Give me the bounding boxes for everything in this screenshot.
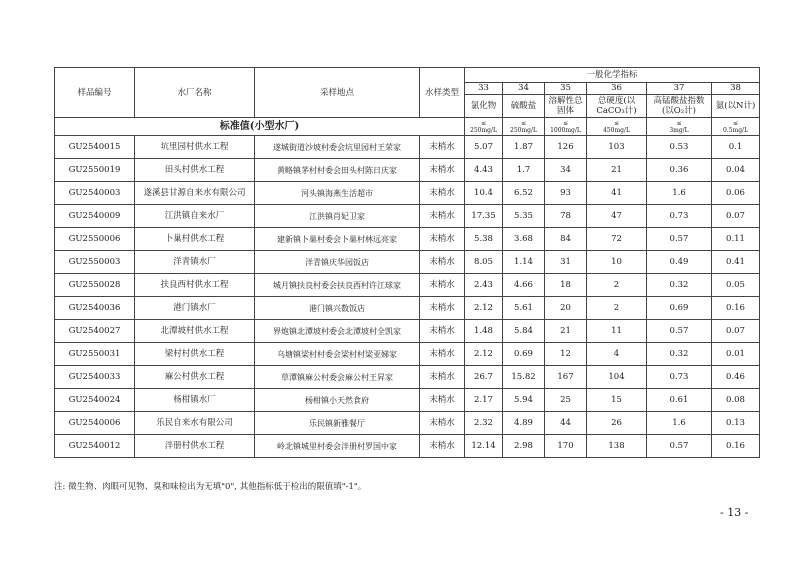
header-sample-id: 样品编号 bbox=[55, 68, 135, 118]
value-cell: 15.82 bbox=[503, 366, 545, 389]
value-cell: 2.12 bbox=[465, 297, 503, 320]
value-cell: 2 bbox=[587, 274, 647, 297]
value-cell: 0.41 bbox=[712, 251, 760, 274]
water-type-cell: 末梢水 bbox=[420, 389, 465, 412]
header-col-37 bbox=[647, 83, 712, 118]
water-type-cell: 末梢水 bbox=[420, 182, 465, 205]
value-cell: 5.84 bbox=[503, 320, 545, 343]
value-cell: 17.35 bbox=[465, 205, 503, 228]
value-cell: 15 bbox=[587, 389, 647, 412]
col-name: 总硬度(以CaCO₃计) bbox=[596, 96, 637, 116]
water-type-cell: 末梢水 bbox=[420, 366, 465, 389]
location-cell: 黄略镇茅村村委会田头村陈日庆家 bbox=[255, 159, 420, 182]
plant-name-cell: 北潭坡村供水工程 bbox=[135, 320, 255, 343]
value-cell: 10 bbox=[587, 251, 647, 274]
value-cell: 47 bbox=[587, 205, 647, 228]
water-type-cell: 末梢水 bbox=[420, 412, 465, 435]
value-cell: 20 bbox=[545, 297, 587, 320]
standard-limit bbox=[587, 118, 647, 136]
value-cell: 44 bbox=[545, 412, 587, 435]
water-type-cell: 末梢水 bbox=[420, 159, 465, 182]
plant-name-cell: 洋青镇水厂 bbox=[135, 251, 255, 274]
header-water-type: 水样类型 bbox=[420, 68, 465, 118]
limit-value: 1000mg/L bbox=[550, 126, 581, 134]
plant-name-cell: 乐民自来水有限公司 bbox=[135, 412, 255, 435]
footnote: 注: 微生物、肉眼可见物、臭和味检出为无填"0", 其他指标低于检出的限值填"-1"。 bbox=[54, 482, 367, 492]
limit-symbol: ≤ bbox=[480, 119, 487, 127]
standard-limit bbox=[647, 118, 712, 136]
location-cell: 港门镇兴数饭店 bbox=[255, 297, 420, 320]
value-cell: 0.11 bbox=[712, 228, 760, 251]
value-cell: 0.57 bbox=[647, 320, 712, 343]
water-type-cell: 末梢水 bbox=[420, 251, 465, 274]
limit-value: 450mg/L bbox=[603, 126, 630, 134]
sample-id-cell: GU2540033 bbox=[55, 366, 135, 389]
value-cell: 0.69 bbox=[647, 297, 712, 320]
table-row bbox=[55, 320, 760, 343]
value-cell: 0.1 bbox=[712, 136, 760, 159]
value-cell: 0.08 bbox=[712, 389, 760, 412]
value-cell: 18 bbox=[545, 274, 587, 297]
value-cell: 0.46 bbox=[712, 366, 760, 389]
value-cell: 4.43 bbox=[465, 159, 503, 182]
value-cell: 5.61 bbox=[503, 297, 545, 320]
table-row bbox=[55, 182, 760, 205]
col-number: 36 bbox=[587, 83, 646, 95]
value-cell: 1.87 bbox=[503, 136, 545, 159]
value-cell: 6.52 bbox=[503, 182, 545, 205]
table-row bbox=[55, 228, 760, 251]
sample-id-cell: GU2540009 bbox=[55, 205, 135, 228]
value-cell: 26 bbox=[587, 412, 647, 435]
value-cell: 2.17 bbox=[465, 389, 503, 412]
table-row bbox=[55, 251, 760, 274]
limit-symbol: ≤ bbox=[676, 119, 682, 127]
value-cell: 0.61 bbox=[647, 389, 712, 412]
limit-symbol: ≤ bbox=[562, 119, 569, 127]
value-cell: 1.48 bbox=[465, 320, 503, 343]
value-cell: 138 bbox=[587, 435, 647, 458]
sample-id-cell: GU2540015 bbox=[55, 136, 135, 159]
value-cell: 41 bbox=[587, 182, 647, 205]
plant-name-cell: 江洪镇自来水厂 bbox=[135, 205, 255, 228]
plant-name-cell: 遂溪县甘源自来水有限公司 bbox=[135, 182, 255, 205]
value-cell: 21 bbox=[587, 159, 647, 182]
water-type-cell: 末梢水 bbox=[420, 205, 465, 228]
sample-id-cell: GU2540012 bbox=[55, 435, 135, 458]
value-cell: 12.14 bbox=[465, 435, 503, 458]
value-cell: 104 bbox=[587, 366, 647, 389]
plant-name-cell: 杨柑镇水厂 bbox=[135, 389, 255, 412]
location-cell: 城月镇扶良村委会扶良西村许江球家 bbox=[255, 274, 420, 297]
limit-symbol: ≤ bbox=[520, 119, 527, 127]
value-cell: 0.13 bbox=[712, 412, 760, 435]
table-row bbox=[55, 297, 760, 320]
value-cell: 0.16 bbox=[712, 435, 760, 458]
location-cell: 遂城街道沙坡村委会坑里园村王荣家 bbox=[255, 136, 420, 159]
limit-value: 3mg/L bbox=[669, 126, 689, 134]
limit-symbol: ≤ bbox=[732, 119, 739, 127]
water-type-cell: 末梢水 bbox=[420, 343, 465, 366]
sample-id-cell: GU2540006 bbox=[55, 412, 135, 435]
col-number: 33 bbox=[465, 83, 502, 95]
value-cell: 34 bbox=[545, 159, 587, 182]
col-number: 38 bbox=[712, 83, 759, 95]
sample-id-cell: GU2540036 bbox=[55, 297, 135, 320]
value-cell: 5.94 bbox=[503, 389, 545, 412]
value-cell: 2.98 bbox=[503, 435, 545, 458]
value-cell: 1.6 bbox=[647, 412, 712, 435]
header-group: 一般化学指标 bbox=[465, 68, 760, 83]
value-cell: 3.68 bbox=[503, 228, 545, 251]
plant-name-cell: 麻公村供水工程 bbox=[135, 366, 255, 389]
value-cell: 2 bbox=[587, 297, 647, 320]
value-cell: 126 bbox=[545, 136, 587, 159]
water-quality-table bbox=[54, 67, 760, 458]
location-cell: 草潭镇麻公村委会麻公村王昇家 bbox=[255, 366, 420, 389]
header-col-33 bbox=[465, 83, 503, 118]
value-cell: 5.07 bbox=[465, 136, 503, 159]
value-cell: 93 bbox=[545, 182, 587, 205]
value-cell: 0.07 bbox=[712, 320, 760, 343]
col-name: 硫酸盐 bbox=[510, 101, 537, 111]
value-cell: 11 bbox=[587, 320, 647, 343]
table-row bbox=[55, 159, 760, 182]
sample-id-cell: GU2550006 bbox=[55, 228, 135, 251]
water-type-cell: 末梢水 bbox=[420, 297, 465, 320]
sample-id-cell: GU2540024 bbox=[55, 389, 135, 412]
col-number: 35 bbox=[545, 83, 586, 95]
location-cell: 杨柑镇小天然食府 bbox=[255, 389, 420, 412]
value-cell: 78 bbox=[545, 205, 587, 228]
table-row bbox=[55, 136, 760, 159]
value-cell: 72 bbox=[587, 228, 647, 251]
standard-limit bbox=[503, 118, 545, 136]
value-cell: 2.43 bbox=[465, 274, 503, 297]
header-plant-name: 水厂名称 bbox=[135, 68, 255, 118]
value-cell: 0.36 bbox=[647, 159, 712, 182]
location-cell: 河头镇海燕生活超市 bbox=[255, 182, 420, 205]
value-cell: 5.38 bbox=[465, 228, 503, 251]
limit-value: 0.5mg/L bbox=[722, 126, 749, 134]
water-type-cell: 末梢水 bbox=[420, 435, 465, 458]
col-name: 溶解性总固体 bbox=[548, 96, 583, 116]
table-row bbox=[55, 343, 760, 366]
plant-name-cell: 扶良西村供水工程 bbox=[135, 274, 255, 297]
header-location: 采样地点 bbox=[255, 68, 420, 118]
value-cell: 0.06 bbox=[712, 182, 760, 205]
header-col-34 bbox=[503, 83, 545, 118]
value-cell: 0.69 bbox=[503, 343, 545, 366]
value-cell: 103 bbox=[587, 136, 647, 159]
table-row bbox=[55, 366, 760, 389]
value-cell: 0.07 bbox=[712, 205, 760, 228]
value-cell: 26.7 bbox=[465, 366, 503, 389]
sample-id-cell: GU2550031 bbox=[55, 343, 135, 366]
plant-name-cell: 坑里园村供水工程 bbox=[135, 136, 255, 159]
table-row bbox=[55, 389, 760, 412]
value-cell: 12 bbox=[545, 343, 587, 366]
col-number: 37 bbox=[647, 83, 711, 95]
value-cell: 0.57 bbox=[647, 435, 712, 458]
sample-id-cell: GU2550019 bbox=[55, 159, 135, 182]
col-name: 氨(以N计) bbox=[715, 101, 756, 111]
value-cell: 1.7 bbox=[503, 159, 545, 182]
plant-name-cell: 泮册村供水工程 bbox=[135, 435, 255, 458]
value-cell: 1.14 bbox=[503, 251, 545, 274]
location-cell: 建新镇卜巢村委会卜巢村林远亮家 bbox=[255, 228, 420, 251]
col-number: 34 bbox=[503, 83, 544, 95]
sample-id-cell: GU2550028 bbox=[55, 274, 135, 297]
water-type-cell: 末梢水 bbox=[420, 228, 465, 251]
limit-value: 250mg/L bbox=[470, 126, 497, 134]
plant-name-cell: 田头村供水工程 bbox=[135, 159, 255, 182]
value-cell: 84 bbox=[545, 228, 587, 251]
standard-limit bbox=[712, 118, 760, 136]
value-cell: 8.05 bbox=[465, 251, 503, 274]
value-cell: 1.6 bbox=[647, 182, 712, 205]
value-cell: 4.89 bbox=[503, 412, 545, 435]
water-type-cell: 末梢水 bbox=[420, 274, 465, 297]
value-cell: 0.05 bbox=[712, 274, 760, 297]
value-cell: 2.12 bbox=[465, 343, 503, 366]
sample-id-cell: GU2550003 bbox=[55, 251, 135, 274]
value-cell: 0.57 bbox=[647, 228, 712, 251]
value-cell: 10.4 bbox=[465, 182, 503, 205]
value-cell: 0.73 bbox=[647, 366, 712, 389]
value-cell: 0.32 bbox=[647, 274, 712, 297]
value-cell: 5.35 bbox=[503, 205, 545, 228]
water-type-cell: 末梢水 bbox=[420, 320, 465, 343]
value-cell: 167 bbox=[545, 366, 587, 389]
limit-value: 250mg/L bbox=[510, 126, 537, 134]
value-cell: 25 bbox=[545, 389, 587, 412]
header-col-38 bbox=[712, 83, 760, 118]
value-cell: 2.32 bbox=[465, 412, 503, 435]
value-cell: 0.49 bbox=[647, 251, 712, 274]
value-cell: 21 bbox=[545, 320, 587, 343]
value-cell: 0.53 bbox=[647, 136, 712, 159]
standard-label: 标准值(小型水厂) bbox=[55, 118, 465, 136]
plant-name-cell: 梁村村供水工程 bbox=[135, 343, 255, 366]
value-cell: 0.04 bbox=[712, 159, 760, 182]
table-row bbox=[55, 412, 760, 435]
value-cell: 4.66 bbox=[503, 274, 545, 297]
water-type-cell: 末梢水 bbox=[420, 136, 465, 159]
standard-limit bbox=[545, 118, 587, 136]
table-row bbox=[55, 205, 760, 228]
table-row bbox=[55, 274, 760, 297]
plant-name-cell: 卜巢村供水工程 bbox=[135, 228, 255, 251]
sample-id-cell: GU2540003 bbox=[55, 182, 135, 205]
value-cell: 0.32 bbox=[647, 343, 712, 366]
header-col-35 bbox=[545, 83, 587, 118]
location-cell: 洋青镇庆华园饭店 bbox=[255, 251, 420, 274]
limit-symbol: ≤ bbox=[613, 119, 620, 127]
value-cell: 31 bbox=[545, 251, 587, 274]
header-col-36 bbox=[587, 83, 647, 118]
col-name: 氯化物 bbox=[470, 101, 497, 111]
location-cell: 江洪镇肖妃卫家 bbox=[255, 205, 420, 228]
location-cell: 乌塘镇梁村村委会梁村村梁亚娣家 bbox=[255, 343, 420, 366]
standard-limit bbox=[465, 118, 503, 136]
location-cell: 乐民镇新雅餐厅 bbox=[255, 412, 420, 435]
value-cell: 0.01 bbox=[712, 343, 760, 366]
value-cell: 4 bbox=[587, 343, 647, 366]
location-cell: 界炮镇北潭坡村委会北潭坡村全凯家 bbox=[255, 320, 420, 343]
value-cell: 0.16 bbox=[712, 297, 760, 320]
value-cell: 170 bbox=[545, 435, 587, 458]
page-number: - 13 - bbox=[720, 506, 749, 519]
value-cell: 0.73 bbox=[647, 205, 712, 228]
location-cell: 岭北镇城里村委会泮册村罗国中家 bbox=[255, 435, 420, 458]
plant-name-cell: 港门镇水厂 bbox=[135, 297, 255, 320]
table-row bbox=[55, 435, 760, 458]
sample-id-cell: GU2540027 bbox=[55, 320, 135, 343]
col-name: 高锰酸盐指数(以O₂计) bbox=[653, 96, 705, 116]
